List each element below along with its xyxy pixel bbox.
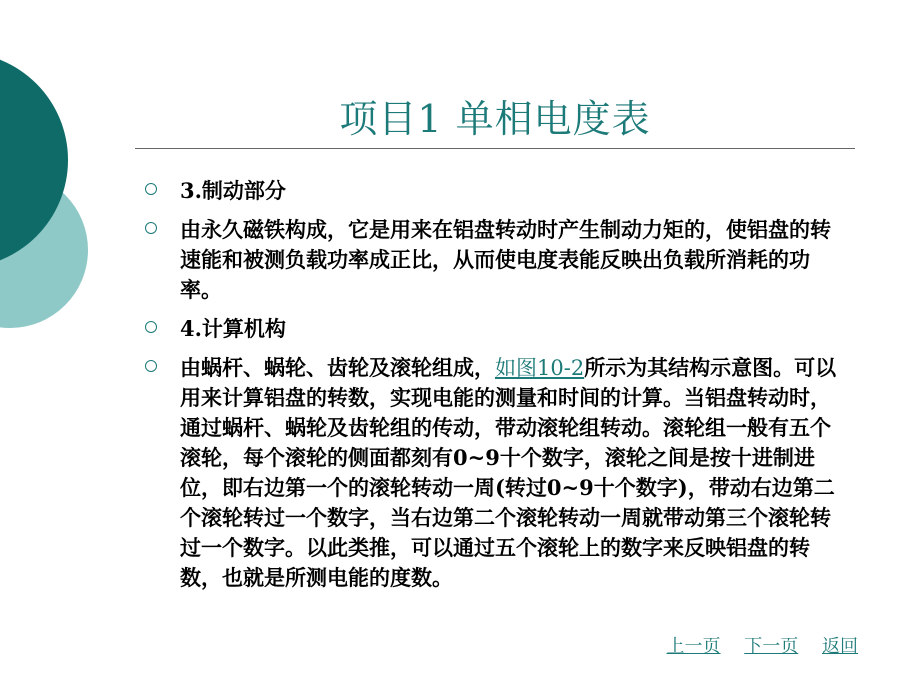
item-text: 4.计算机构 [180,316,286,341]
list-item [145,176,845,206]
item-text: 由永久磁铁构成，它是用来在铝盘转动时产生制动力矩的，使铝盘的转速能和被测负载功率成正比，从而使电度表能反映出负载所消耗的功率。 [180,217,831,302]
circle-bullet-icon [145,222,157,234]
next-page-link[interactable]: 下一页 [744,636,799,657]
circle-bullet-icon [145,360,157,372]
slide-title: 项目1 单相电度表 [339,97,651,141]
circle-bullet-icon [145,183,157,195]
back-link[interactable]: 返回 [822,636,858,657]
list-item [145,314,845,344]
item-text: 3.制动部分 [180,178,286,203]
list-item [145,215,845,305]
content-list [145,176,845,602]
figure-link[interactable]: 如图10-2 [495,356,585,380]
prev-page-link[interactable]: 上一页 [666,636,721,657]
circle-bullet-icon [145,321,157,333]
title-divider [135,148,855,149]
item-text-after: 所示为其结构示意图。可以用来计算铝盘的转数，实现电能的测量和时间的计算。当铝盘转动时，通过蜗杆、蜗轮及齿轮组的传动，带动滚轮组转动。滚轮组一般有五个滚轮，每个滚轮的侧面都刻有0~9十个数字，滚轮之间是按十进制进位，即右边第一个的滚轮转动一周(转过0~9十个数字)，带动右边第二个滚轮转过一个数字，当右边第二个滚轮转动一周就带动第三个滚轮转过一个数字。以此类推，可以通过五个滚轮上的数字来反映铝盘的转数，也就是所测电能的度数。 [180,355,837,590]
list-item [145,353,845,593]
slide-navigation [649,632,858,658]
item-text-before: 由蜗杆、蜗轮、齿轮及滚轮组成， [180,355,495,380]
